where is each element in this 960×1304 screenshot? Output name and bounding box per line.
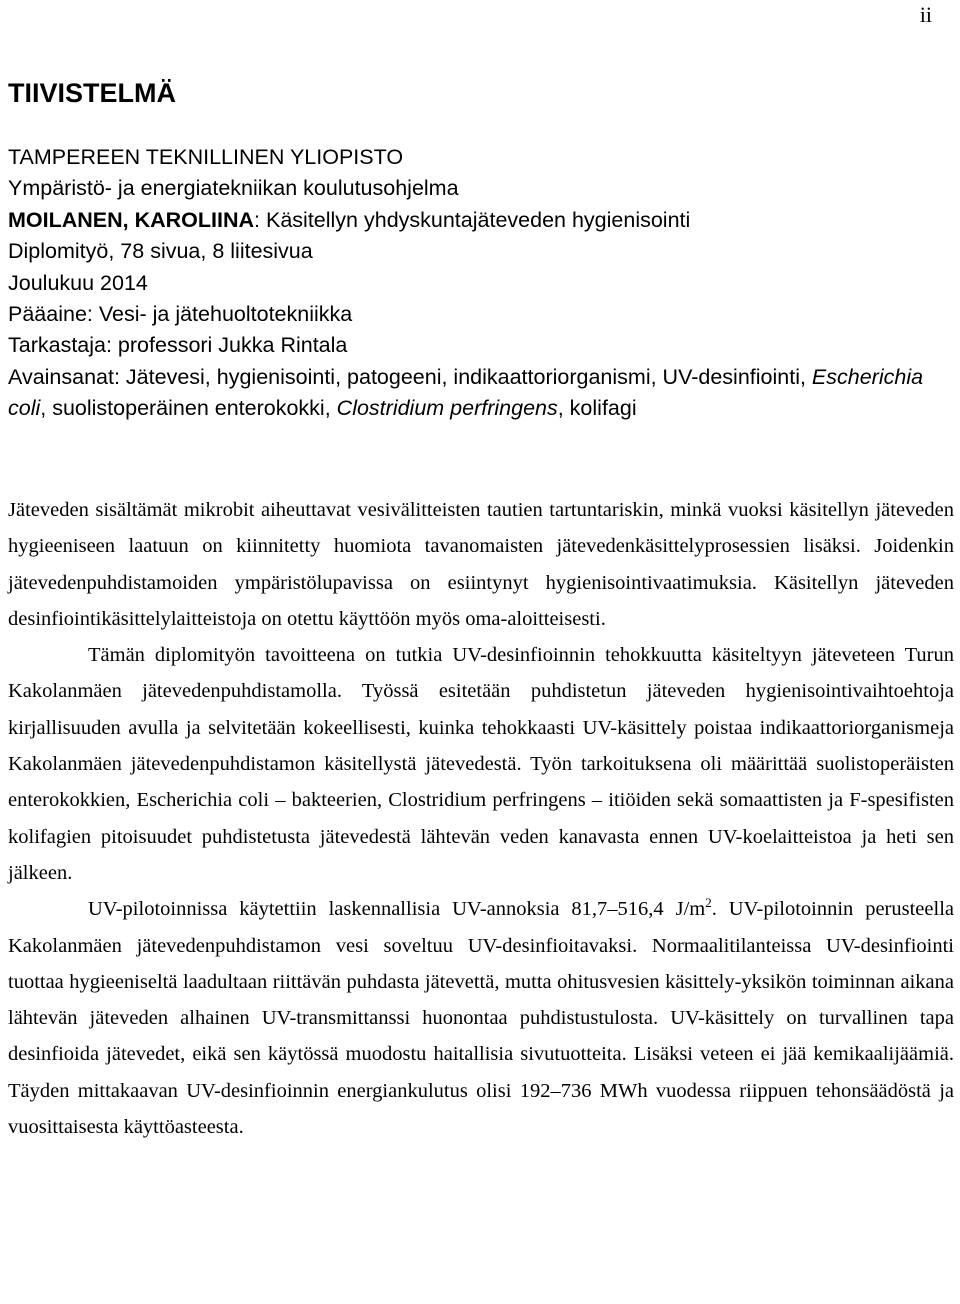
keywords-part-italic: Clostridium perfringens [336, 396, 558, 421]
degree-programme: Ympäristö- ja energiatekniikan koulutusohjelma [8, 176, 459, 201]
abstract-paragraph-3 [8, 891, 954, 1145]
paragraph-3-text-end: . UV-pilotoinnin perusteella Kakolanmäen jätevedenpuhdistamon vesi soveltuu UV-desinfioitavaksi. Normaalitilanteissa UV-desinfiointi tuottaa hygieeniseltä laadultaan riittävän puhdasta jätevettä, mutta ohitusvesien käsittely-yksikön toiminnan aikana lähtevän jäteveden alhainen UV-transmittanssi huonontaa puhdistustulosta. UV-käsittely on turvallinen tapa desinfioida jätevedet, eikä sen käytössä muodostu haitallisia sivutuotteita. Lisäksi veteen ei jää kemikaalijäämiä. Täyden mittakaavan UV-desinfioinnin energiankulutus olisi 192–736 MWh vuodessa riippuen tehonsäädöstä ja vuosittaisesta käyttöasteesta. [8, 898, 954, 1139]
author-and-title [8, 205, 952, 236]
thesis-date: Joulukuu 2014 [8, 270, 148, 295]
major-subject: Pääaine: Vesi- ja jätehuoltotekniikka [8, 302, 353, 327]
keywords-part: Avainsanat: Jätevesi, hygienisointi, patogeeni, indikaattoriorganismi, UV-desinfiointi, [8, 364, 812, 389]
examiner: Tarkastaja: professori Jukka Rintala [8, 333, 348, 358]
university-name: TAMPEREEN TEKNILLINEN YLIOPISTO [8, 145, 404, 169]
paragraph-3-text-start: UV-pilotoinnissa käytettiin laskennallisia UV-annoksia 81,7–516,4 J/m [88, 898, 706, 921]
abstract-paragraph-1: Jäteveden sisältämät mikrobit aiheuttavat vesivälitteisten tautien tartuntariskin, minkä vuoksi käsitellyn jäteveden hygieeniseen laatuun on kiinnitetty huomiota tavanomaisten jätevedenkäsittelyprosessien lisäksi. Joidenkin jätevedenpuhdistamoiden ympäristölupavissa on esiintynyt hygienisointivaatimuksia. Käsitellyn jäteveden desinfiointikäsittelylaitteistoja on otettu käyttöön myös oma-aloitteisesti. [8, 499, 954, 630]
author-name: MOILANEN, KAROLIINA [8, 207, 255, 232]
abstract-paragraph-2: Tämän diplomityön tavoitteena on tutkia UV-desinfioinnin tehokkuutta käsiteltyyn jäteveteen Turun Kakolanmäen jätevedenpuhdistamolla. Työssä esitetään puhdistetun jäteveden hygienisointivaihtoehtoja kirjallisuuden avulla ja selvitetään kokeellisesti, kuinka tehokkaasti UV-käsittely poistaa indikaattoriorganismeja Kakolanmäen jätevedenpuhdistamon käsitellystä jätevedestä. Työn tarkoituksena oli määrittää suolistoperäisten enterokokkien, Escherichia coli – bakteerien, Clostridium perfringens – itiöiden sekä somaattisten ja F-spesifisten kolifagien pitoisuudet puhdistetusta jätevedestä lähtevän veden kanavasta ennen UV-koelaitteistoa ja heti sen jälkeen. [8, 644, 954, 884]
abstract-body [8, 492, 954, 1145]
keywords-part: , kolifagi [557, 396, 637, 421]
thesis-metadata [8, 142, 952, 425]
superscript-2: 2 [705, 895, 712, 911]
keywords-part-italic: Escherichia coli [8, 364, 924, 421]
thesis-title: : Käsitellyn yhdyskuntajäteveden hygienisointi [254, 207, 691, 232]
keywords-part: , suolistoperäinen enterokokki, [40, 396, 337, 421]
page-count: Diplomityö, 78 sivua, 8 liitesivua [8, 239, 313, 264]
keywords [8, 362, 952, 425]
page-number: ii [919, 2, 932, 27]
page-title: TIIVISTELMÄ [8, 78, 176, 108]
